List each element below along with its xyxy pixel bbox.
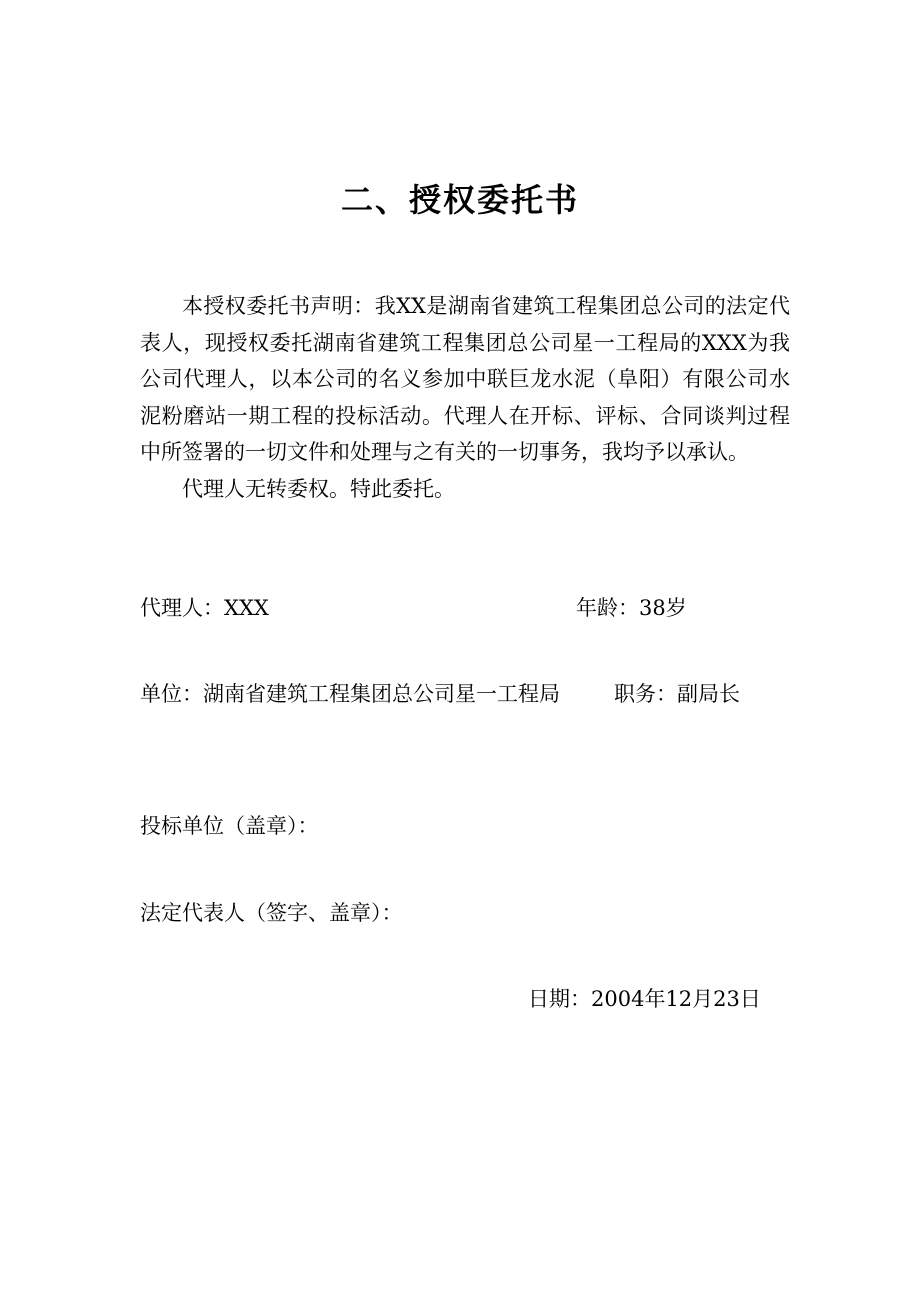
document-title: 二、授权委托书 [340, 181, 579, 219]
date-label: 日期： [528, 987, 591, 1011]
unit-value: 湖南省建筑工程集团总公司星一工程局 [203, 682, 560, 706]
unit-line [140, 678, 560, 710]
bidder-seal-line: 投标单位（盖章）： [140, 814, 319, 838]
position-value: 副局长 [677, 682, 740, 706]
age-label: 年龄： [576, 596, 639, 620]
position-label: 职务： [614, 682, 677, 706]
age-line [576, 592, 687, 624]
agent-label: 代理人： [140, 596, 224, 620]
no-subdelegation-paragraph: 代理人无转委权。特此委托。 [182, 476, 455, 501]
declaration-paragraph: 本授权委托书声明：我XX是湖南省建筑工程集团总公司的法定代表人，现授权委托湖南省建筑工程集团总公司星一工程局的XXX为我公司代理人，以本公司的名义参加中联巨龙水泥（阜阳）有限公司水泥粉磨站一期工程的投标活动。代理人在开标、评标、合同谈判过程中所签署的一切文件和处理与之有关的一切事务，我均予以承认。 [140, 294, 790, 464]
declaration-body [140, 288, 790, 507]
age-value: 38岁 [639, 596, 687, 620]
agent-line [140, 592, 269, 624]
unit-label: 单位： [140, 682, 203, 706]
agent-value: XXX [224, 596, 269, 620]
date-line [528, 983, 761, 1015]
position-line [614, 678, 740, 710]
date-value: 2004年12月23日 [591, 987, 761, 1011]
legal-representative-signature-line: 法定代表人（签字、盖章）： [140, 901, 403, 925]
